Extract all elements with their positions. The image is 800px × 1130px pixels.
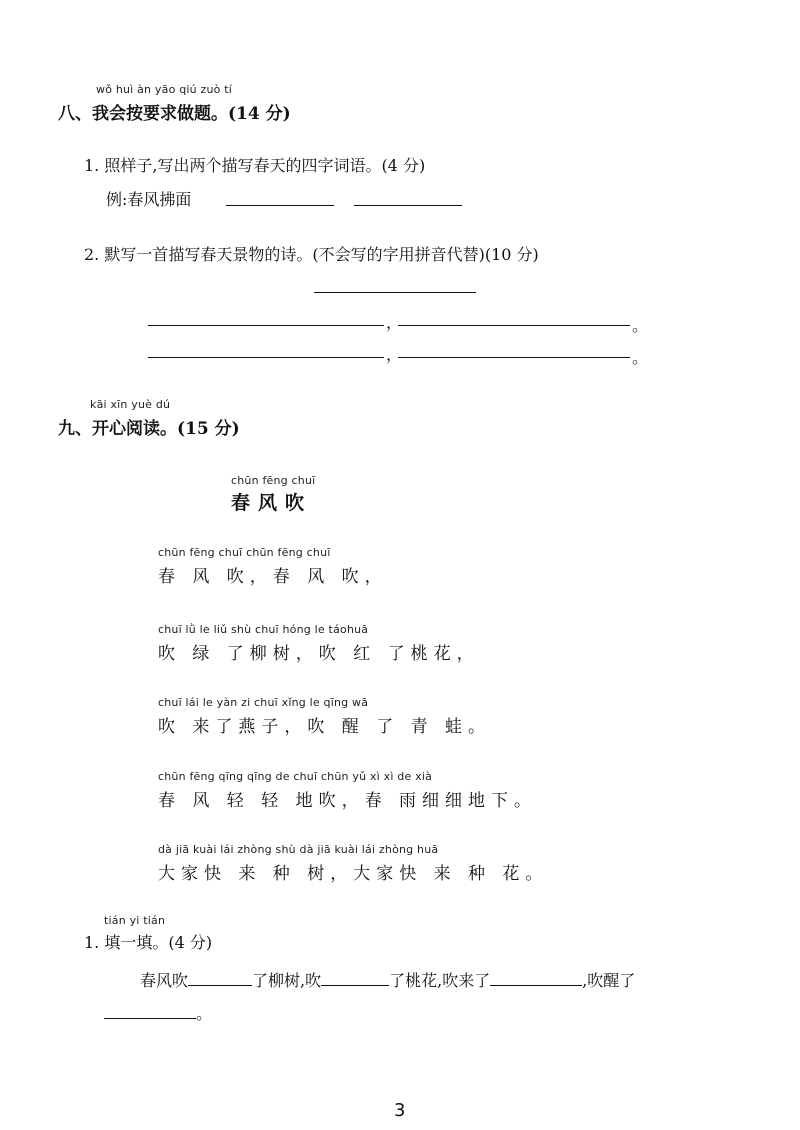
poem-line-1-comma: ， (386, 313, 403, 332)
poem-line-2-comma: ， (386, 345, 403, 364)
fill-blank-1[interactable] (188, 967, 252, 986)
page-number: 3 (394, 1100, 406, 1121)
fill-seg-5: 。 (196, 1004, 213, 1023)
poem-line-1-period: 。 (632, 316, 649, 335)
section8-q2-text: 2. 默写一首描写春天景物的诗。(不会写的字用拼音代替)(10 分) (84, 245, 539, 264)
fill-seg-1: 春风吹 (140, 971, 189, 990)
poem-line-2b-blank[interactable] (398, 357, 630, 358)
poem-line-1a-blank[interactable] (148, 325, 384, 326)
poem-line-2-period: 。 (632, 348, 649, 367)
poem-line-1: 春 风 吹，春 风 吹， (158, 567, 388, 587)
poem-line-3-pinyin: chuī lái le yàn zi chuī xǐng le qīng wā (158, 696, 369, 709)
poem-line-4: 春 风 轻 轻 地吹，春 雨细细地下。 (158, 791, 538, 811)
section9-q1-pinyin: tián yi tián (104, 914, 166, 927)
section8-pinyin: wǒ huì àn yāo qiú zuò tí (96, 83, 233, 96)
poem-title: 春风吹 (231, 492, 313, 514)
fill-seg-3: 了桃花,吹来了 (389, 971, 491, 990)
poem-line-4-pinyin: chūn fēng qīng qīng de chuī chūn yǔ xì xì de xià (158, 770, 433, 783)
section8-q1-example: 例:春风拂面 (106, 190, 192, 209)
fill-blank-4[interactable] (104, 1000, 196, 1019)
answer-blank-word-1[interactable] (226, 205, 334, 206)
poem-line-2a-blank[interactable] (148, 357, 384, 358)
poem-title-blank[interactable] (314, 292, 476, 293)
poem-line-2: 吹 绿 了柳树，吹 红 了桃花， (158, 644, 480, 664)
poem-title-pinyin: chūn fēng chuī (231, 474, 316, 487)
fill-blank-sentence (140, 967, 635, 991)
poem-line-1b-blank[interactable] (398, 325, 630, 326)
section8-heading: 八、我会按要求做题。(14 分) (58, 104, 291, 124)
poem-line-1-pinyin: chūn fēng chuī chūn fēng chuī (158, 546, 331, 559)
section9-heading: 九、开心阅读。(15 分) (58, 419, 240, 439)
fill-blank-2[interactable] (321, 967, 389, 986)
fill-blank-3[interactable] (490, 967, 582, 986)
fill-seg-4: ,吹醒了 (582, 971, 636, 990)
poem-line-2-pinyin: chuī lǜ le liǔ shù chuī hóng le táohuā (158, 623, 369, 636)
poem-line-5: 大家快 来 种 树，大家快 来 种 花。 (158, 864, 549, 884)
section8-q1-text: 1. 照样子,写出两个描写春天的四字词语。(4 分) (84, 156, 426, 175)
fill-blank-sentence-cont (104, 1000, 212, 1024)
poem-line-5-pinyin: dà jiā kuài lái zhòng shù dà jiā kuài lái zhòng huā (158, 843, 439, 856)
answer-blank-word-2[interactable] (354, 205, 462, 206)
section9-pinyin: kāi xīn yuè dú (90, 398, 171, 411)
poem-line-3: 吹 来了燕子，吹 醒 了 青 蛙。 (158, 717, 492, 737)
section9-q1-text: 1. 填一填。(4 分) (84, 933, 213, 952)
fill-seg-2: 了柳树,吹 (252, 971, 322, 990)
